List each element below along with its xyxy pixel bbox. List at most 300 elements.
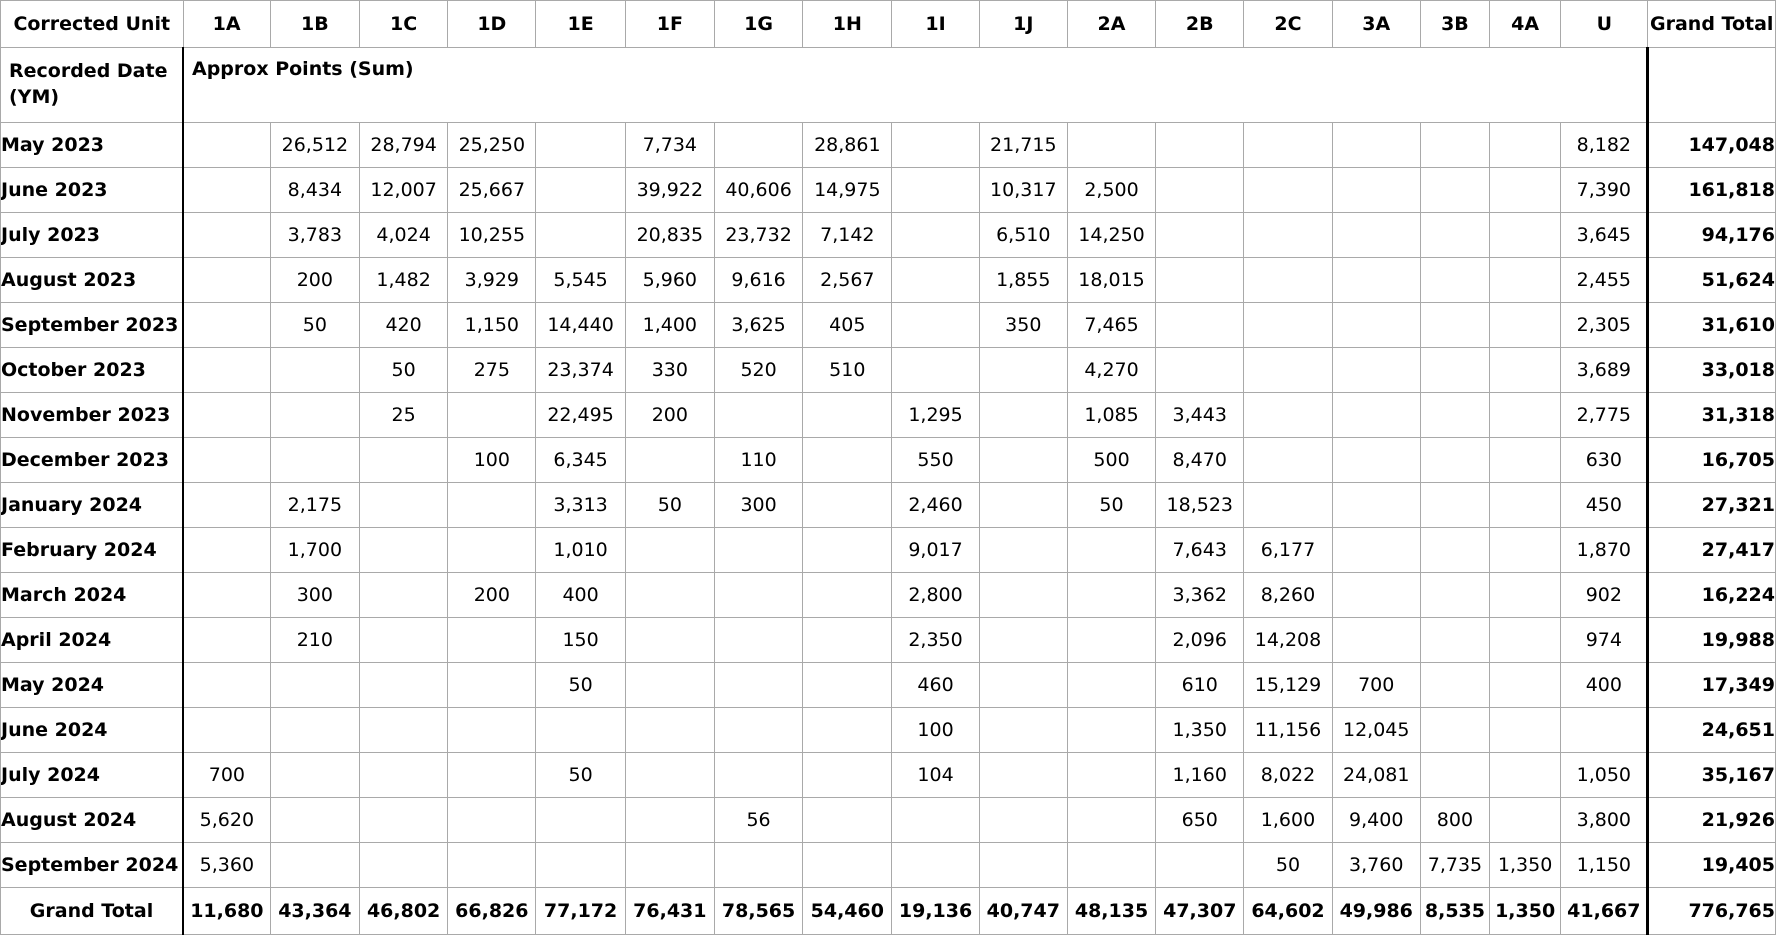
value-cell <box>448 843 536 888</box>
value-cell: 420 <box>359 303 447 348</box>
value-cell <box>270 753 359 798</box>
value-cell: 5,960 <box>625 258 714 303</box>
value-cell <box>1067 663 1155 708</box>
value-cell <box>803 393 892 438</box>
value-cell <box>359 663 447 708</box>
value-cell: 9,400 <box>1332 798 1420 843</box>
value-cell: 25,667 <box>448 168 536 213</box>
value-cell <box>1332 213 1420 258</box>
value-cell: 50 <box>270 303 359 348</box>
value-cell: 3,760 <box>1332 843 1420 888</box>
value-cell: 8,022 <box>1244 753 1332 798</box>
row-grand-total: 19,988 <box>1648 618 1776 663</box>
value-cell: 300 <box>270 573 359 618</box>
table-row <box>1 573 1776 618</box>
value-cell <box>1561 708 1648 753</box>
value-cell <box>1067 708 1155 753</box>
value-cell: 15,129 <box>1244 663 1332 708</box>
value-cell: 1,160 <box>1156 753 1244 798</box>
value-cell: 21,715 <box>979 123 1067 168</box>
value-cell <box>979 753 1067 798</box>
value-cell <box>270 708 359 753</box>
value-cell: 7,390 <box>1561 168 1648 213</box>
value-cell: 2,175 <box>270 483 359 528</box>
value-cell: 3,929 <box>448 258 536 303</box>
value-cell <box>892 348 979 393</box>
value-cell <box>1420 573 1489 618</box>
value-cell: 510 <box>803 348 892 393</box>
value-cell: 50 <box>536 753 625 798</box>
value-cell: 1,400 <box>625 303 714 348</box>
value-cell <box>359 753 447 798</box>
value-cell <box>1420 618 1489 663</box>
value-cell: 2,500 <box>1067 168 1155 213</box>
value-cell: 650 <box>1156 798 1244 843</box>
row-label: April 2024 <box>1 618 184 663</box>
value-cell <box>183 618 270 663</box>
value-cell: 500 <box>1067 438 1155 483</box>
value-cell <box>1490 483 1561 528</box>
value-cell <box>183 528 270 573</box>
value-cell: 2,096 <box>1156 618 1244 663</box>
value-cell <box>625 618 714 663</box>
row-grand-total: 161,818 <box>1648 168 1776 213</box>
value-cell: 150 <box>536 618 625 663</box>
value-cell <box>1067 618 1155 663</box>
row-grand-total: 19,405 <box>1648 843 1776 888</box>
value-cell: 24,081 <box>1332 753 1420 798</box>
value-cell <box>714 528 802 573</box>
value-cell: 3,625 <box>714 303 802 348</box>
table-row <box>1 528 1776 573</box>
value-cell: 25 <box>359 393 447 438</box>
row-label: May 2023 <box>1 123 184 168</box>
value-cell: 100 <box>892 708 979 753</box>
table-row <box>1 753 1776 798</box>
value-cell <box>183 573 270 618</box>
value-cell <box>448 483 536 528</box>
value-cell: 1,350 <box>1156 708 1244 753</box>
value-cell <box>183 708 270 753</box>
row-label: July 2024 <box>1 753 184 798</box>
value-cell: 100 <box>448 438 536 483</box>
value-cell: 3,689 <box>1561 348 1648 393</box>
value-cell: 2,350 <box>892 618 979 663</box>
column-grand-total: 76,431 <box>625 888 714 935</box>
value-cell: 2,305 <box>1561 303 1648 348</box>
value-cell: 700 <box>1332 663 1420 708</box>
table-row <box>1 438 1776 483</box>
table-row <box>1 618 1776 663</box>
value-cell: 2,460 <box>892 483 979 528</box>
row-label: November 2023 <box>1 393 184 438</box>
row-grand-total: 17,349 <box>1648 663 1776 708</box>
value-cell: 10,317 <box>979 168 1067 213</box>
value-cell <box>625 438 714 483</box>
value-cell <box>270 348 359 393</box>
value-cell: 8,434 <box>270 168 359 213</box>
value-cell <box>270 393 359 438</box>
column-grand-total: 66,826 <box>448 888 536 935</box>
value-cell <box>1490 753 1561 798</box>
value-cell: 1,700 <box>270 528 359 573</box>
row-grand-total: 16,705 <box>1648 438 1776 483</box>
column-header: U <box>1561 1 1648 48</box>
row-grand-total: 94,176 <box>1648 213 1776 258</box>
row-grand-total: 31,610 <box>1648 303 1776 348</box>
value-cell: 200 <box>448 573 536 618</box>
value-cell <box>1490 258 1561 303</box>
value-cell <box>1490 393 1561 438</box>
value-cell <box>803 618 892 663</box>
value-cell <box>359 708 447 753</box>
row-label: September 2023 <box>1 303 184 348</box>
value-cell <box>625 528 714 573</box>
value-cell <box>1490 663 1561 708</box>
value-cell: 50 <box>625 483 714 528</box>
value-cell <box>1490 573 1561 618</box>
subheader-row <box>1 48 1776 123</box>
value-cell: 7,465 <box>1067 303 1155 348</box>
value-cell <box>803 573 892 618</box>
value-cell: 200 <box>625 393 714 438</box>
value-cell: 1,855 <box>979 258 1067 303</box>
value-cell: 2,567 <box>803 258 892 303</box>
value-cell: 12,045 <box>1332 708 1420 753</box>
value-cell <box>892 123 979 168</box>
value-cell: 2,800 <box>892 573 979 618</box>
value-cell: 23,374 <box>536 348 625 393</box>
column-grand-total: 78,565 <box>714 888 802 935</box>
value-cell <box>448 708 536 753</box>
value-cell <box>803 438 892 483</box>
table-row <box>1 708 1776 753</box>
value-cell: 10,255 <box>448 213 536 258</box>
value-cell: 300 <box>714 483 802 528</box>
value-cell <box>803 663 892 708</box>
value-cell: 9,616 <box>714 258 802 303</box>
value-cell: 14,440 <box>536 303 625 348</box>
value-cell <box>1067 798 1155 843</box>
value-cell <box>979 348 1067 393</box>
table-body <box>1 48 1776 935</box>
value-cell: 3,313 <box>536 483 625 528</box>
value-cell <box>1420 438 1489 483</box>
row-label: March 2024 <box>1 573 184 618</box>
value-cell <box>892 843 979 888</box>
value-cell <box>1420 213 1489 258</box>
value-cell: 2,775 <box>1561 393 1648 438</box>
value-cell: 3,645 <box>1561 213 1648 258</box>
value-cell <box>448 753 536 798</box>
value-cell: 1,870 <box>1561 528 1648 573</box>
value-cell <box>359 483 447 528</box>
value-cell <box>1420 753 1489 798</box>
column-grand-total: 8,535 <box>1420 888 1489 935</box>
value-cell <box>1067 843 1155 888</box>
value-cell <box>979 573 1067 618</box>
value-cell <box>1490 348 1561 393</box>
value-cell <box>892 258 979 303</box>
value-cell: 520 <box>714 348 802 393</box>
value-cell: 14,250 <box>1067 213 1155 258</box>
column-grand-total: 47,307 <box>1156 888 1244 935</box>
value-cell <box>1156 348 1244 393</box>
table-row <box>1 258 1776 303</box>
value-cell: 104 <box>892 753 979 798</box>
column-header: 1A <box>183 1 270 48</box>
row-label: October 2023 <box>1 348 184 393</box>
value-cell <box>536 843 625 888</box>
grand-total-row <box>1 888 1776 935</box>
value-cell <box>1332 303 1420 348</box>
value-cell <box>979 663 1067 708</box>
value-cell: 6,510 <box>979 213 1067 258</box>
value-cell: 28,861 <box>803 123 892 168</box>
value-cell: 550 <box>892 438 979 483</box>
value-cell: 5,360 <box>183 843 270 888</box>
table-row <box>1 483 1776 528</box>
value-cell <box>1156 303 1244 348</box>
value-cell <box>359 798 447 843</box>
value-cell <box>1420 483 1489 528</box>
value-cell: 460 <box>892 663 979 708</box>
value-cell <box>183 663 270 708</box>
value-cell: 50 <box>359 348 447 393</box>
column-grand-total: 46,802 <box>359 888 447 935</box>
value-cell <box>1156 258 1244 303</box>
column-grand-total: 1,350 <box>1490 888 1561 935</box>
column-grand-total: 77,172 <box>536 888 625 935</box>
value-cell <box>979 438 1067 483</box>
value-cell: 1,600 <box>1244 798 1332 843</box>
value-cell <box>714 618 802 663</box>
value-cell: 56 <box>714 798 802 843</box>
value-cell: 8,182 <box>1561 123 1648 168</box>
table-row <box>1 168 1776 213</box>
row-grand-total: 24,651 <box>1648 708 1776 753</box>
value-cell: 11,156 <box>1244 708 1332 753</box>
value-cell <box>270 438 359 483</box>
value-cell <box>979 843 1067 888</box>
value-cell <box>270 663 359 708</box>
value-cell <box>1490 123 1561 168</box>
value-cell <box>1490 438 1561 483</box>
value-cell <box>448 798 536 843</box>
value-cell <box>448 528 536 573</box>
value-cell: 6,177 <box>1244 528 1332 573</box>
value-cell <box>803 528 892 573</box>
value-cell <box>1244 438 1332 483</box>
value-cell <box>359 843 447 888</box>
row-grand-total: 27,321 <box>1648 483 1776 528</box>
value-cell <box>1332 528 1420 573</box>
value-cell <box>448 393 536 438</box>
value-cell: 974 <box>1561 618 1648 663</box>
value-cell: 200 <box>270 258 359 303</box>
measure-label: Approx Points (Sum) <box>192 58 414 80</box>
value-cell <box>183 123 270 168</box>
table-row <box>1 393 1776 438</box>
value-cell <box>1067 528 1155 573</box>
row-label: August 2024 <box>1 798 184 843</box>
value-cell <box>1244 483 1332 528</box>
grand-total-header: Grand Total <box>1648 1 1776 48</box>
value-cell <box>448 618 536 663</box>
value-cell: 1,010 <box>536 528 625 573</box>
value-cell <box>625 753 714 798</box>
value-cell <box>1156 843 1244 888</box>
value-cell <box>1490 708 1561 753</box>
value-cell: 18,523 <box>1156 483 1244 528</box>
row-label: May 2024 <box>1 663 184 708</box>
value-cell <box>803 483 892 528</box>
column-grand-total: 40,747 <box>979 888 1067 935</box>
value-cell <box>1490 618 1561 663</box>
table-row <box>1 348 1776 393</box>
column-grand-total: 64,602 <box>1244 888 1332 935</box>
value-cell: 50 <box>1067 483 1155 528</box>
value-cell: 700 <box>183 753 270 798</box>
value-cell: 8,260 <box>1244 573 1332 618</box>
value-cell: 50 <box>1244 843 1332 888</box>
value-cell <box>1420 303 1489 348</box>
value-cell <box>448 663 536 708</box>
value-cell: 7,643 <box>1156 528 1244 573</box>
value-cell <box>183 393 270 438</box>
value-cell <box>1332 348 1420 393</box>
value-cell: 9,017 <box>892 528 979 573</box>
value-cell <box>714 663 802 708</box>
value-cell: 4,024 <box>359 213 447 258</box>
value-cell <box>1420 348 1489 393</box>
value-cell <box>183 483 270 528</box>
value-cell <box>183 168 270 213</box>
value-cell: 3,783 <box>270 213 359 258</box>
table-row <box>1 303 1776 348</box>
overall-grand-total: 776,765 <box>1648 888 1776 935</box>
value-cell <box>359 528 447 573</box>
column-header: 3B <box>1420 1 1489 48</box>
value-cell <box>803 843 892 888</box>
row-grand-total: 35,167 <box>1648 753 1776 798</box>
column-grand-total: 43,364 <box>270 888 359 935</box>
value-cell <box>979 483 1067 528</box>
value-cell: 3,800 <box>1561 798 1648 843</box>
value-cell <box>1244 348 1332 393</box>
row-label: July 2023 <box>1 213 184 258</box>
grand-total-row-label: Grand Total <box>1 888 184 935</box>
column-grand-total: 49,986 <box>1332 888 1420 935</box>
row-grand-total: 16,224 <box>1648 573 1776 618</box>
value-cell <box>714 573 802 618</box>
corner-label: Corrected Unit <box>1 1 184 48</box>
value-cell <box>625 843 714 888</box>
row-grand-total: 33,018 <box>1648 348 1776 393</box>
column-header: 1F <box>625 1 714 48</box>
value-cell: 22,495 <box>536 393 625 438</box>
value-cell <box>183 348 270 393</box>
value-cell: 5,620 <box>183 798 270 843</box>
value-cell: 1,350 <box>1490 843 1561 888</box>
measure-cell <box>183 48 1648 123</box>
value-cell <box>625 663 714 708</box>
value-cell <box>892 303 979 348</box>
value-cell <box>359 573 447 618</box>
column-header: 1I <box>892 1 979 48</box>
value-cell <box>979 618 1067 663</box>
value-cell <box>1490 303 1561 348</box>
value-cell: 1,482 <box>359 258 447 303</box>
value-cell: 25,250 <box>448 123 536 168</box>
value-cell <box>536 213 625 258</box>
value-cell <box>1420 708 1489 753</box>
value-cell <box>1490 798 1561 843</box>
value-cell <box>1156 213 1244 258</box>
row-label: June 2023 <box>1 168 184 213</box>
row-label: January 2024 <box>1 483 184 528</box>
value-cell: 6,345 <box>536 438 625 483</box>
value-cell: 5,545 <box>536 258 625 303</box>
value-cell <box>625 798 714 843</box>
value-cell <box>1420 663 1489 708</box>
value-cell <box>183 258 270 303</box>
column-header: 1C <box>359 1 447 48</box>
column-header: 2A <box>1067 1 1155 48</box>
value-cell: 4,270 <box>1067 348 1155 393</box>
value-cell: 1,050 <box>1561 753 1648 798</box>
value-cell <box>979 798 1067 843</box>
column-header: 2B <box>1156 1 1244 48</box>
value-cell <box>536 168 625 213</box>
value-cell: 1,295 <box>892 393 979 438</box>
value-cell: 18,015 <box>1067 258 1155 303</box>
value-cell: 210 <box>270 618 359 663</box>
value-cell: 23,732 <box>714 213 802 258</box>
value-cell <box>1244 123 1332 168</box>
value-cell <box>183 213 270 258</box>
column-header-row <box>1 1 1776 48</box>
value-cell <box>714 753 802 798</box>
value-cell <box>1332 618 1420 663</box>
column-grand-total: 19,136 <box>892 888 979 935</box>
value-cell: 40,606 <box>714 168 802 213</box>
value-cell: 2,455 <box>1561 258 1648 303</box>
value-cell: 630 <box>1561 438 1648 483</box>
value-cell: 3,362 <box>1156 573 1244 618</box>
value-cell <box>183 303 270 348</box>
value-cell: 14,208 <box>1244 618 1332 663</box>
value-cell <box>1420 393 1489 438</box>
value-cell <box>1490 528 1561 573</box>
value-cell <box>359 618 447 663</box>
row-label: December 2023 <box>1 438 184 483</box>
column-grand-total: 41,667 <box>1561 888 1648 935</box>
table-row <box>1 213 1776 258</box>
value-cell <box>270 798 359 843</box>
value-cell: 3,443 <box>1156 393 1244 438</box>
row-label: June 2024 <box>1 708 184 753</box>
subheader-grand-cell <box>1648 48 1776 123</box>
value-cell: 12,007 <box>359 168 447 213</box>
value-cell <box>714 708 802 753</box>
column-header: 1G <box>714 1 802 48</box>
value-cell: 7,142 <box>803 213 892 258</box>
value-cell <box>183 438 270 483</box>
row-grand-total: 147,048 <box>1648 123 1776 168</box>
value-cell <box>270 843 359 888</box>
value-cell: 1,085 <box>1067 393 1155 438</box>
